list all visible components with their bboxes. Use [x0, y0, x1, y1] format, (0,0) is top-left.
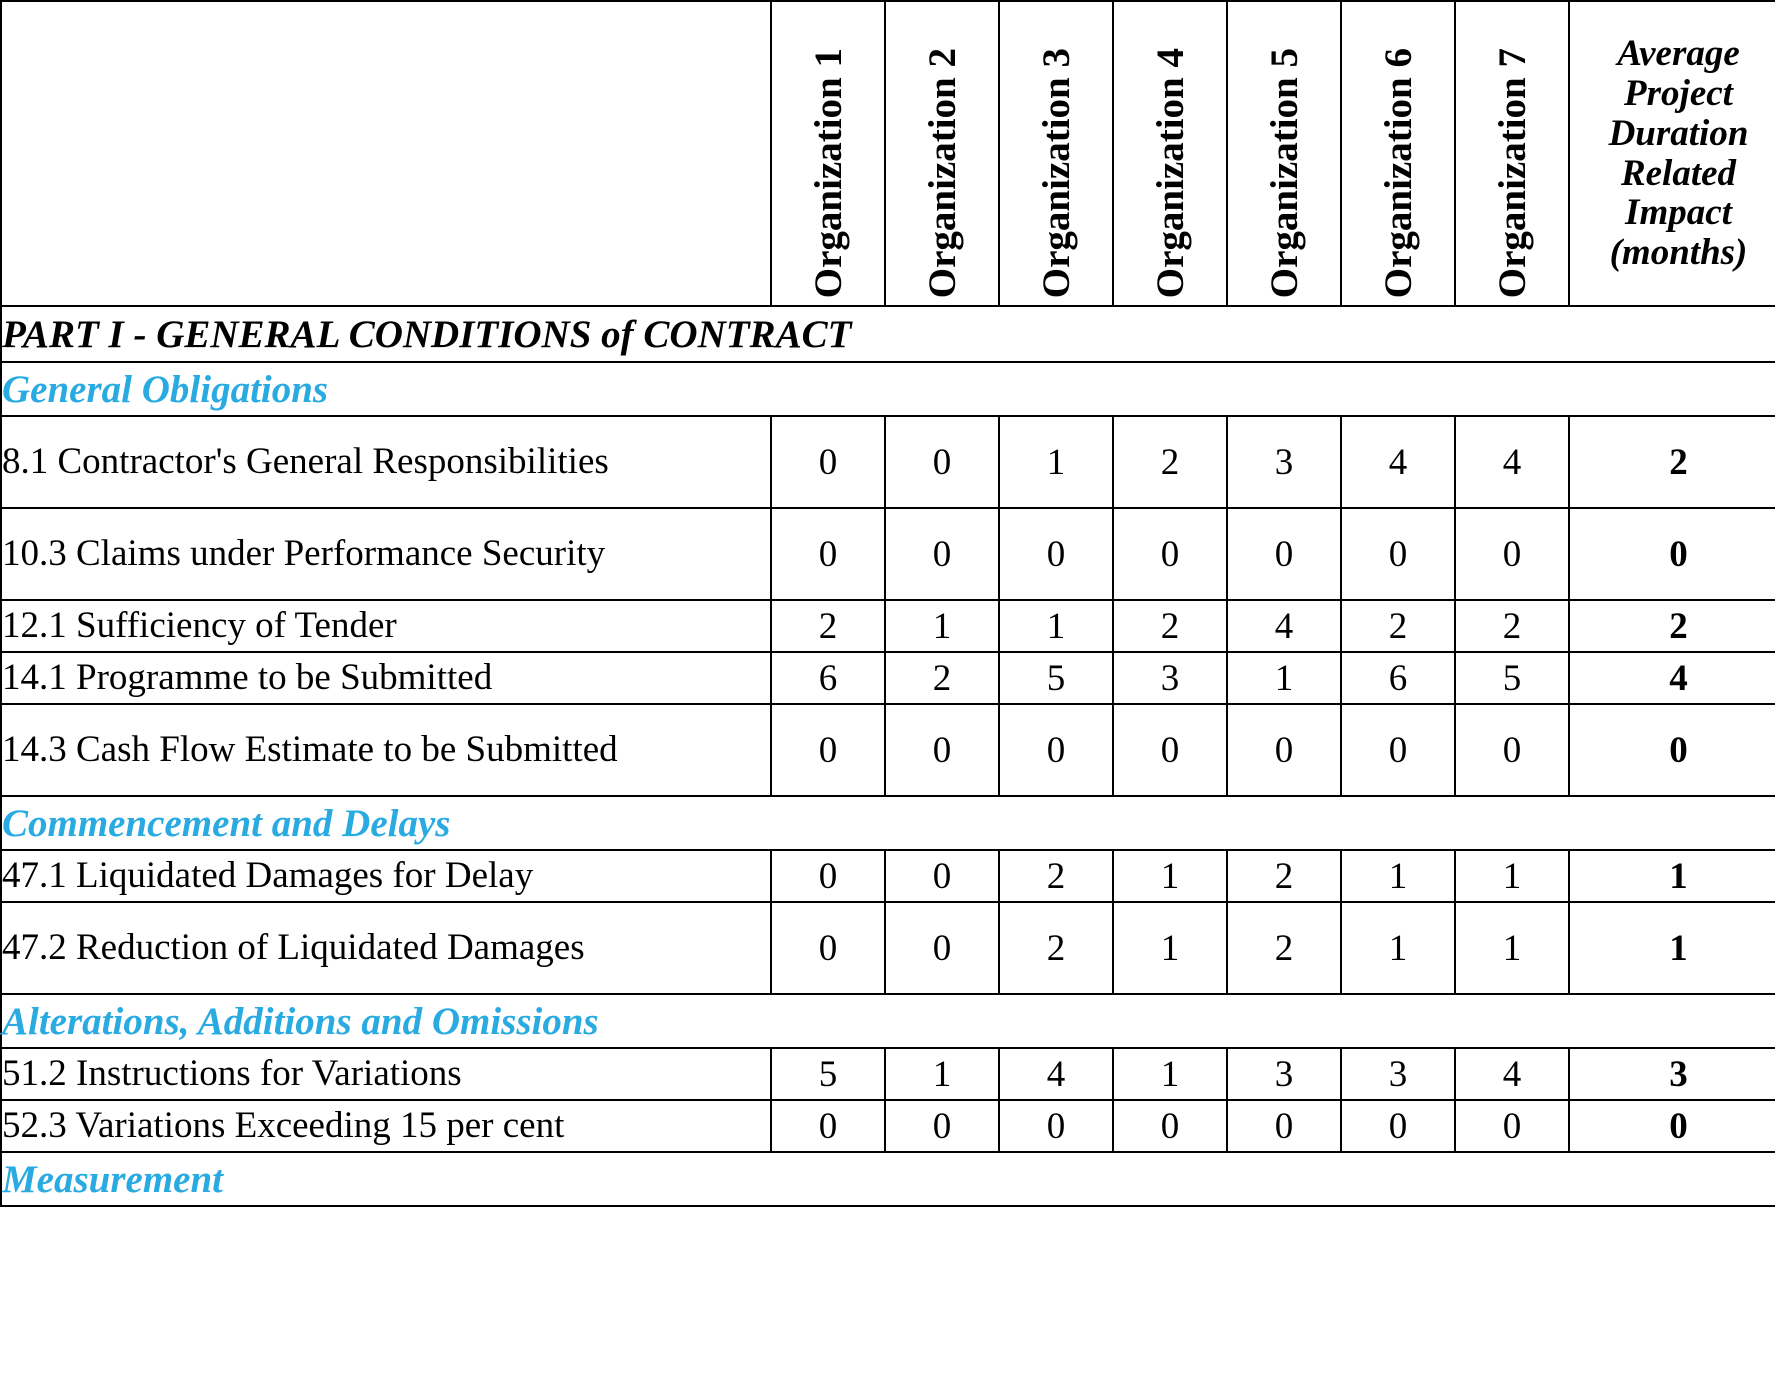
column-header-label: Organization 1: [806, 48, 850, 299]
column-header-organization-5: [1227, 1, 1341, 306]
table-row: [1, 1048, 1775, 1100]
cell-average: 0: [1569, 508, 1775, 600]
row-label: 8.1 Contractor's General Responsibilities: [1, 416, 771, 508]
cell-value: 0: [1227, 508, 1341, 600]
column-header-label: Organization 3: [1034, 48, 1078, 299]
cell-value: 0: [885, 704, 999, 796]
column-header-organization-3: [999, 1, 1113, 306]
cell-value: 0: [1113, 1100, 1227, 1152]
cell-value: 4: [1227, 600, 1341, 652]
header-clause-column: [1, 1, 771, 306]
cell-value: 0: [1227, 704, 1341, 796]
column-header-label: Organization 5: [1262, 48, 1306, 299]
cell-average: 1: [1569, 902, 1775, 994]
table-header: [1, 1, 1775, 306]
cell-value: 1: [1227, 652, 1341, 704]
cell-value: 0: [771, 416, 885, 508]
column-header-label: Organization 4: [1148, 48, 1192, 299]
cell-value: 0: [999, 704, 1113, 796]
cell-value: 0: [1113, 704, 1227, 796]
cell-value: 6: [1341, 652, 1455, 704]
section-heading-commencement-and-delays: Commencement and Delays: [1, 796, 1775, 850]
cell-value: 0: [1113, 508, 1227, 600]
cell-value: 2: [999, 902, 1113, 994]
cell-value: 2: [999, 850, 1113, 902]
cell-value: 1: [999, 600, 1113, 652]
row-label: 52.3 Variations Exceeding 15 per cent: [1, 1100, 771, 1152]
column-header-average-impact: Average Project Duration Related Impact (months): [1569, 1, 1775, 306]
cell-value: 1: [1341, 902, 1455, 994]
cell-value: 6: [771, 652, 885, 704]
cell-value: 1: [885, 1048, 999, 1100]
header-row: [1, 1, 1775, 306]
cell-value: 0: [885, 1100, 999, 1152]
cell-value: 3: [1341, 1048, 1455, 1100]
table-row: [1, 902, 1775, 994]
section-heading-row: [1, 796, 1775, 850]
section-heading-row: [1, 1152, 1775, 1206]
cell-value: 0: [1227, 1100, 1341, 1152]
cell-value: 0: [885, 902, 999, 994]
cell-value: 0: [885, 416, 999, 508]
row-label: 14.3 Cash Flow Estimate to be Submitted: [1, 704, 771, 796]
table-body: [1, 306, 1775, 1206]
cell-average: 4: [1569, 652, 1775, 704]
cell-value: 1: [1455, 850, 1569, 902]
row-label: 12.1 Sufficiency of Tender: [1, 600, 771, 652]
cell-value: 5: [1455, 652, 1569, 704]
section-heading-alterations-additions-and-omissions: Alterations, Additions and Omissions: [1, 994, 1775, 1048]
cell-average: 0: [1569, 1100, 1775, 1152]
cell-value: 1: [1455, 902, 1569, 994]
cell-average: 0: [1569, 704, 1775, 796]
cell-value: 5: [999, 652, 1113, 704]
table-row: [1, 508, 1775, 600]
cell-value: 4: [1455, 1048, 1569, 1100]
cell-value: 2: [1113, 416, 1227, 508]
column-header-organization-2: [885, 1, 999, 306]
part-title: PART I - GENERAL CONDITIONS of CONTRACT: [1, 306, 1775, 362]
cell-value: 2: [1341, 600, 1455, 652]
column-header-organization-7: [1455, 1, 1569, 306]
cell-value: 1: [1113, 1048, 1227, 1100]
cell-value: 0: [771, 508, 885, 600]
part-title-row: [1, 306, 1775, 362]
cell-value: 3: [1227, 1048, 1341, 1100]
cell-value: 1: [1113, 850, 1227, 902]
cell-value: 0: [999, 1100, 1113, 1152]
cell-value: 0: [1341, 508, 1455, 600]
cell-value: 5: [771, 1048, 885, 1100]
table-row: [1, 1100, 1775, 1152]
cell-value: 0: [771, 902, 885, 994]
row-label: 47.1 Liquidated Damages for Delay: [1, 850, 771, 902]
row-label: 51.2 Instructions for Variations: [1, 1048, 771, 1100]
cell-value: 2: [771, 600, 885, 652]
cell-average: 1: [1569, 850, 1775, 902]
cell-value: 2: [1227, 850, 1341, 902]
cell-value: 4: [1455, 416, 1569, 508]
cell-value: 1: [885, 600, 999, 652]
cell-value: 2: [885, 652, 999, 704]
cell-value: 1: [1113, 902, 1227, 994]
table-row: [1, 652, 1775, 704]
cell-value: 1: [1341, 850, 1455, 902]
cell-value: 2: [1227, 902, 1341, 994]
column-header-organization-6: [1341, 1, 1455, 306]
cell-value: 0: [1341, 704, 1455, 796]
cell-value: 0: [771, 850, 885, 902]
cell-average: 2: [1569, 600, 1775, 652]
cell-value: 1: [999, 416, 1113, 508]
section-heading-row: [1, 362, 1775, 416]
cell-value: 0: [1455, 704, 1569, 796]
table-row: [1, 600, 1775, 652]
cell-value: 3: [1227, 416, 1341, 508]
section-heading-general-obligations: General Obligations: [1, 362, 1775, 416]
cell-value: 2: [1113, 600, 1227, 652]
row-label: 14.1 Programme to be Submitted: [1, 652, 771, 704]
table-row: [1, 704, 1775, 796]
column-header-organization-1: [771, 1, 885, 306]
cell-value: 0: [771, 1100, 885, 1152]
cell-value: 0: [1455, 1100, 1569, 1152]
row-label: 47.2 Reduction of Liquidated Damages: [1, 902, 771, 994]
cell-value: 0: [885, 850, 999, 902]
table-row: [1, 416, 1775, 508]
column-header-label: Organization 6: [1376, 48, 1420, 299]
section-heading-measurement: Measurement: [1, 1152, 1775, 1206]
column-header-label: Organization 7: [1490, 48, 1534, 299]
cell-value: 3: [1113, 652, 1227, 704]
cell-value: 0: [885, 508, 999, 600]
table-row: [1, 850, 1775, 902]
column-header-label: Organization 2: [920, 48, 964, 299]
cell-value: 2: [1455, 600, 1569, 652]
row-label: 10.3 Claims under Performance Security: [1, 508, 771, 600]
cell-average: 2: [1569, 416, 1775, 508]
cell-value: 4: [999, 1048, 1113, 1100]
column-header-organization-4: [1113, 1, 1227, 306]
section-heading-row: [1, 994, 1775, 1048]
cell-value: 0: [999, 508, 1113, 600]
cell-value: 0: [771, 704, 885, 796]
cell-average: 3: [1569, 1048, 1775, 1100]
cell-value: 0: [1455, 508, 1569, 600]
cell-value: 0: [1341, 1100, 1455, 1152]
cell-value: 4: [1341, 416, 1455, 508]
